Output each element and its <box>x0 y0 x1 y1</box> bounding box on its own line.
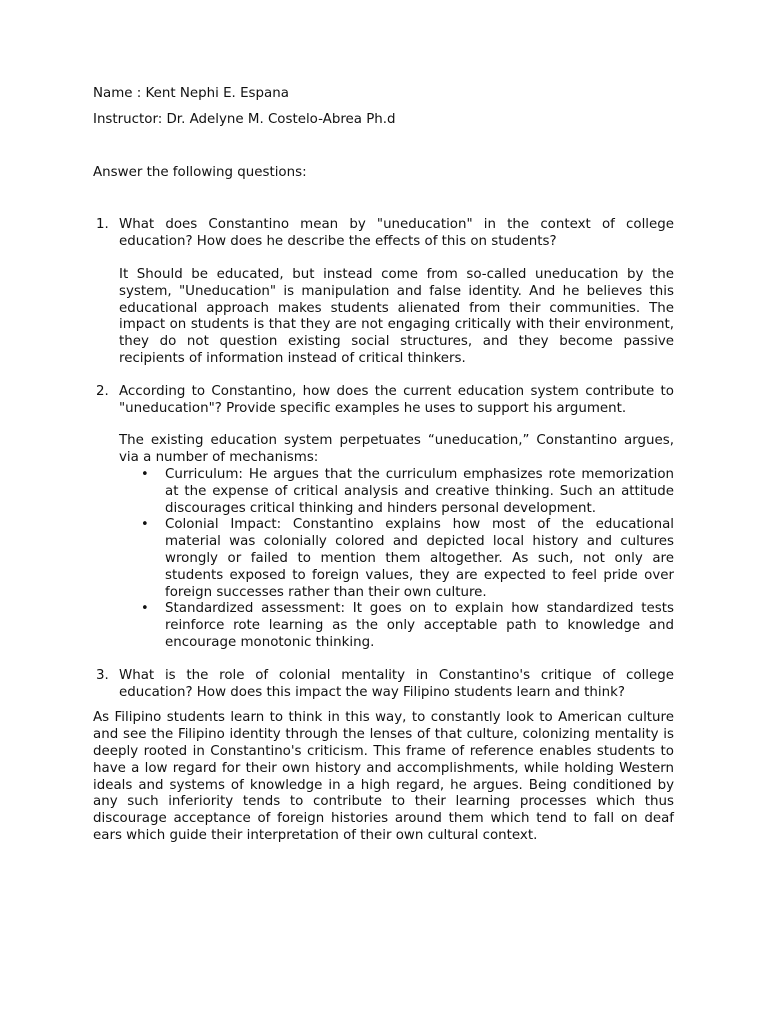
question-text: What does Constantino mean by "uneducation" in the context of college education? How does he describe the effects of this on students? <box>119 217 674 250</box>
question-2 <box>93 384 674 652</box>
bullet-icon: • <box>141 601 149 617</box>
list-item-text: Colonial Impact: Constantino explains how most of the educational material was colonially colored and depicted local history and cultures wrongly or failed to mention them altogether. As such, not only are students exposed to foreign values, they are expected to feel pride over foreign successes rather than their own culture. <box>165 517 674 600</box>
instructions-prompt: Answer the following questions: <box>93 164 307 180</box>
question-3 <box>93 668 674 702</box>
answer-text: As Filipino students learn to think in this way, to constantly look to American culture and see the Filipino identity through the lenses of that culture, colonizing mentality is deeply rooted in Constantino's criticism. This frame of reference enables students to have a low regard for their own history and accomplishments, while holding Western ideals and systems of knowledge in a high regard, he argues. Being conditioned by any such inferiority tends to contribute to their learning processes which thus discourage acceptance of foreign histories around them which tend to fall on deaf ears which guide their interpretation of their own cultural context. <box>93 710 674 843</box>
list-item <box>141 601 674 651</box>
question-number: 1. <box>96 217 109 233</box>
question-number: 2. <box>96 383 109 399</box>
list-item-text: Curriculum: He argues that the curriculum emphasizes rote memorization at the expense of critical analysis and creative thinking. Such an attitude discourages critical thinking and hinders personal development. <box>165 466 674 516</box>
list-item <box>141 466 674 517</box>
question-text: What is the role of colonial mentality in Constantino's critique of college education? How does this impact the way Filipino students learn and think? <box>119 667 674 700</box>
question-1 <box>93 217 674 367</box>
question-number: 3. <box>96 667 109 683</box>
list-item-text: Standardized assessment: It goes on to explain how standardized tests reinforce rote learning as the only acceptable path to knowledge and encourage monotonic thinking. <box>165 601 674 650</box>
answer-text: It Should be educated, but instead come from so-called uneducation by the system, "Uneducation" is manipulation and false identity. And he believes this educational approach makes students alienated from their communities. The impact on students is that they are not engaging critically with their environment, they do not question existing social structures, and they become passive recipients of information instead of critical thinkers. <box>119 266 674 366</box>
instructor-name: Instructor: Dr. Adelyne M. Costelo-Abrea Ph.d <box>93 111 396 127</box>
answer-intro: The existing education system perpetuates “uneducation,” Constantino argues, via a number of mechanisms: <box>119 433 674 466</box>
question-text: According to Constantino, how does the current education system contribute to "uneducation"? Provide specific examples he uses to support his argument. <box>119 383 674 416</box>
student-name: Name : Kent Nephi E. Espana <box>93 86 289 101</box>
document-page <box>93 86 674 845</box>
bullet-icon: • <box>141 517 149 533</box>
list-item <box>141 517 674 601</box>
bullet-icon: • <box>141 466 149 482</box>
mechanism-list <box>119 467 674 652</box>
